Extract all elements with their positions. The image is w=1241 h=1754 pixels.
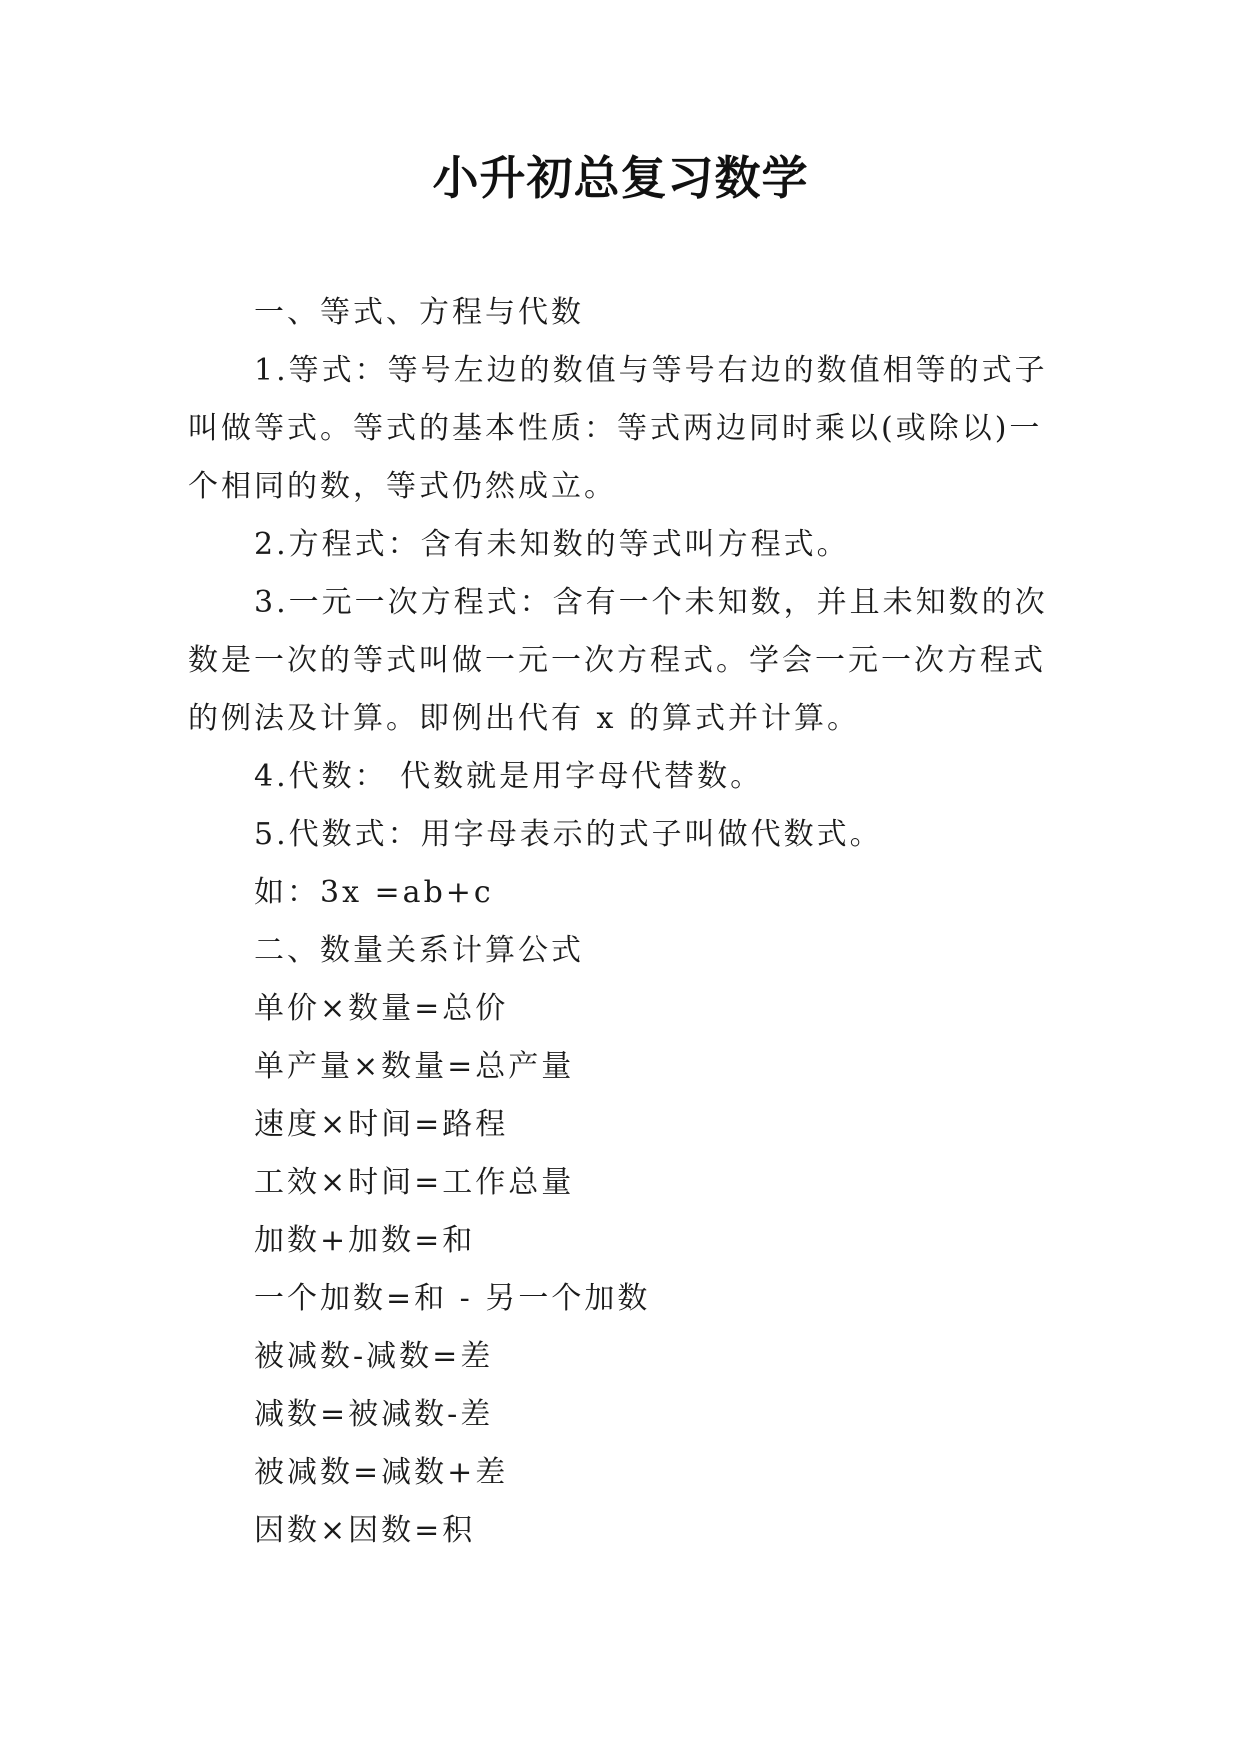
text-line: 一、等式、方程与代数 [254, 295, 584, 330]
text-line: 3.一元一次方程式：含有一个未知数，并且未知数的次 [254, 585, 1048, 620]
text-line: 2.方程式：含有未知数的等式叫方程式。 [254, 527, 850, 562]
text-line: 减数=被减数-差 [254, 1397, 494, 1432]
text-line: 因数×因数=积 [254, 1513, 476, 1548]
text-line: 速度×时间=路程 [254, 1107, 509, 1142]
page-title: 小升初总复习数学 [432, 151, 809, 205]
text-line: 数是一次的等式叫做一元一次方程式。学会一元一次方程式 [188, 643, 1046, 678]
text-line: 如：3x =ab+c [254, 875, 494, 910]
text-line: 的例法及计算。即例出代有 x 的算式并计算。 [188, 701, 860, 736]
text-line: 4.代数： 代数就是用字母代替数。 [254, 759, 764, 794]
document-body [188, 284, 1048, 1560]
text-line: 被减数-减数=差 [254, 1339, 494, 1374]
text-line: 一个加数=和 - 另一个加数 [254, 1281, 651, 1316]
text-line: 单产量×数量=总产量 [254, 1049, 575, 1084]
text-line: 工效×时间=工作总量 [254, 1165, 575, 1200]
text-line: 5.代数式：用字母表示的式子叫做代数式。 [254, 817, 883, 852]
text-line: 被减数=减数+差 [254, 1455, 509, 1490]
text-line: 单价×数量=总价 [254, 991, 509, 1026]
text-line: 加数+加数=和 [254, 1223, 476, 1258]
text-line: 个相同的数，等式仍然成立。 [188, 469, 617, 504]
text-line: 二、数量关系计算公式 [254, 933, 584, 968]
text-line: 1.等式：等号左边的数值与等号右边的数值相等的式子 [254, 353, 1048, 388]
text-line: 叫做等式。等式的基本性质：等式两边同时乘以(或除以)一 [188, 411, 1043, 446]
